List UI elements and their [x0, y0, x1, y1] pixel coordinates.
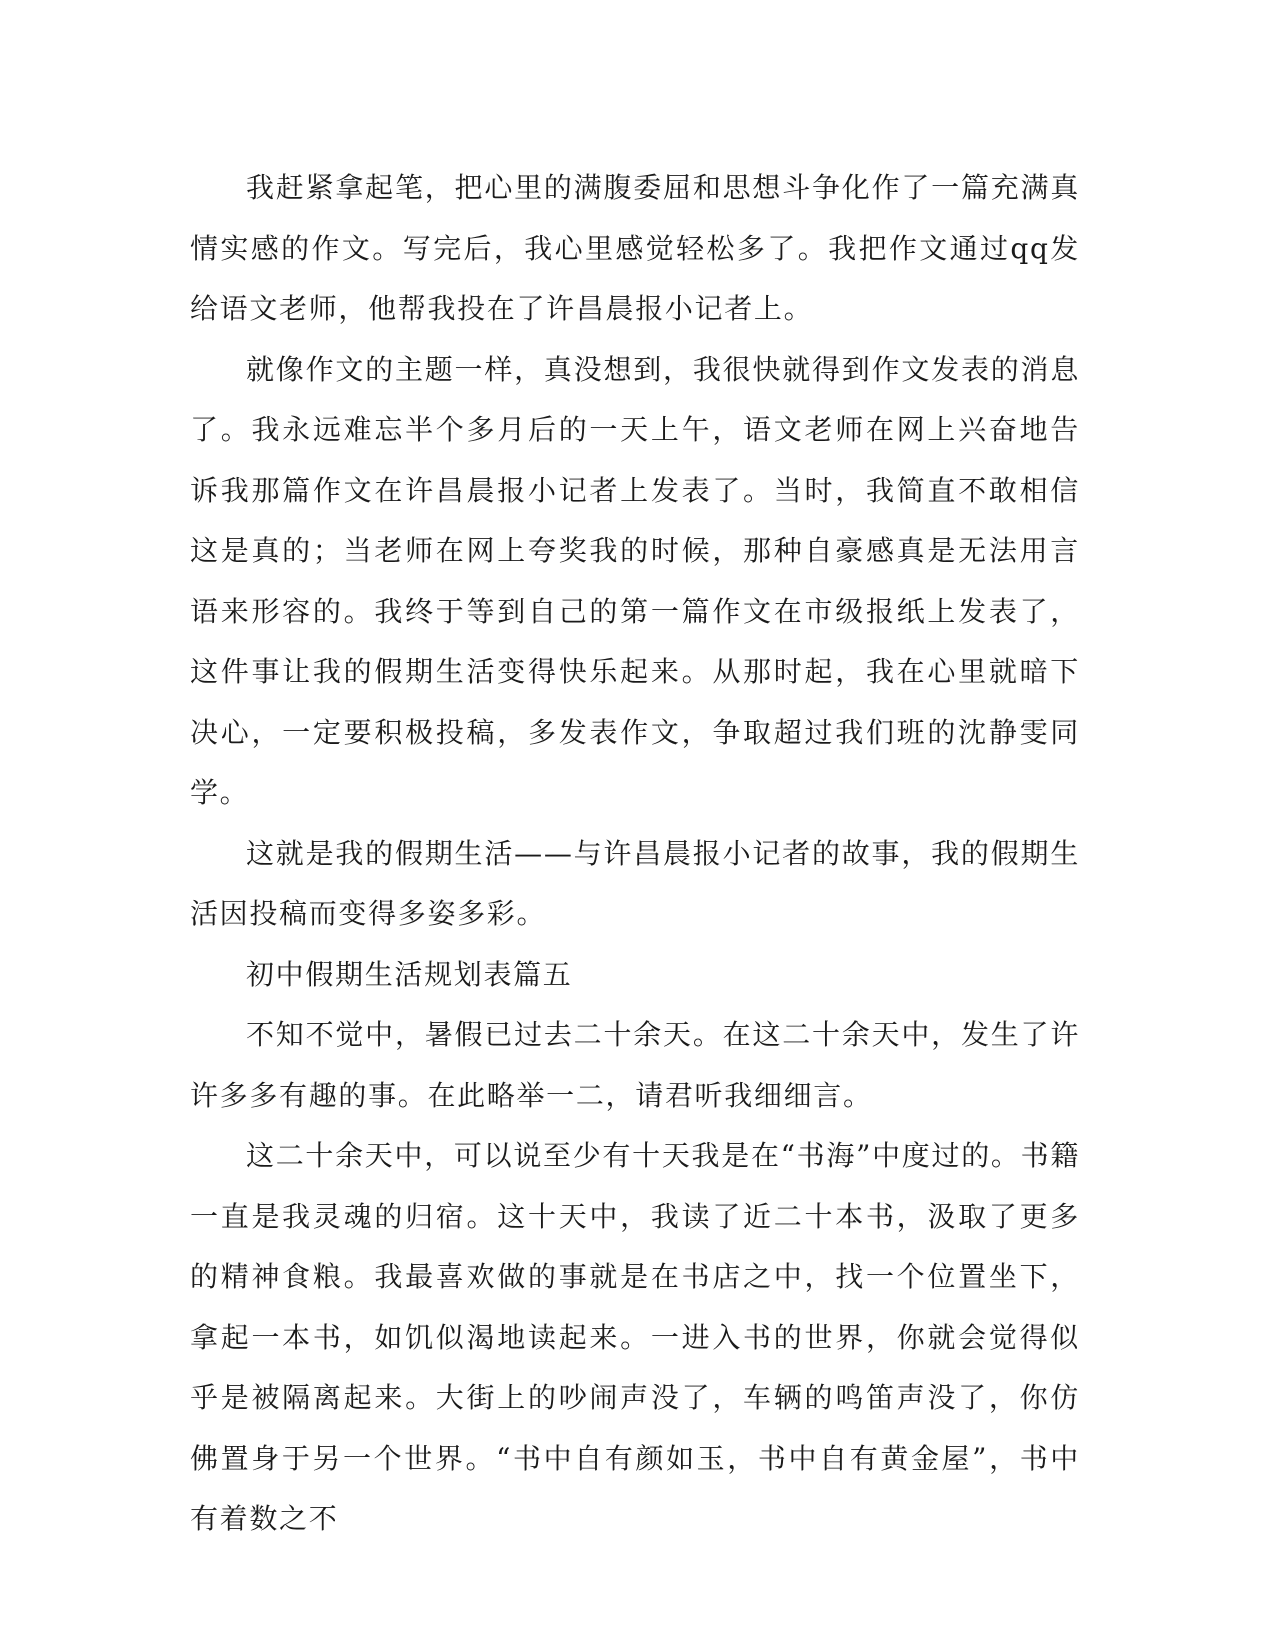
section-heading: 初中假期生活规划表篇五 [246, 957, 573, 991]
paragraph: 不知不觉中，暑假已过去二十余天。在这二十余天中，发生了许许多多有趣的事。在此略举一二，请君听我细细言。 [190, 1018, 1080, 1112]
paragraph: 就像作文的主题一样，真没想到，我很快就得到作文发表的消息了。我永远难忘半个多月后的一天上午，语文老师在网上兴奋地告诉我那篇作文在许昌晨报小记者上发表了。当时，我简直不敢相信这是真的；当老师在网上夸奖我的时候，那种自豪感真是无法用言语来形容的。我终于等到自己的第一篇作文在市级报纸上发表了，这件事让我的假期生活变得快乐起来。从那时起，我在心里就暗下决心，一定要积极投稿，多发表作文，争取超过我们班的沈静雯同学。 [190, 352, 1080, 809]
document-body [190, 158, 1080, 1550]
paragraph: 这二十余天中，可以说至少有十天我是在“书海”中度过的。书籍一直是我灵魂的归宿。这十天中，我读了近二十本书，汲取了更多的精神食粮。我最喜欢做的事就是在书店之中，找一个位置坐下，拿起一本书，如饥似渴地读起来。一进入书的世界，你就会觉得似乎是被隔离起来。大街上的吵闹声没了，车辆的鸣笛声没了，你仿佛置身于另一个世界。“书中自有颜如玉，书中自有黄金屋”，书中有着数之不 [190, 1139, 1080, 1535]
paragraph: 这就是我的假期生活——与许昌晨报小记者的故事，我的假期生活因投稿而变得多姿多彩。 [190, 836, 1080, 930]
paragraph: 我赶紧拿起笔，把心里的满腹委屈和思想斗争化作了一篇充满真情实感的作文。写完后，我心里感觉轻松多了。我把作文通过qq发给语文老师，他帮我投在了许昌晨报小记者上。 [190, 171, 1080, 325]
